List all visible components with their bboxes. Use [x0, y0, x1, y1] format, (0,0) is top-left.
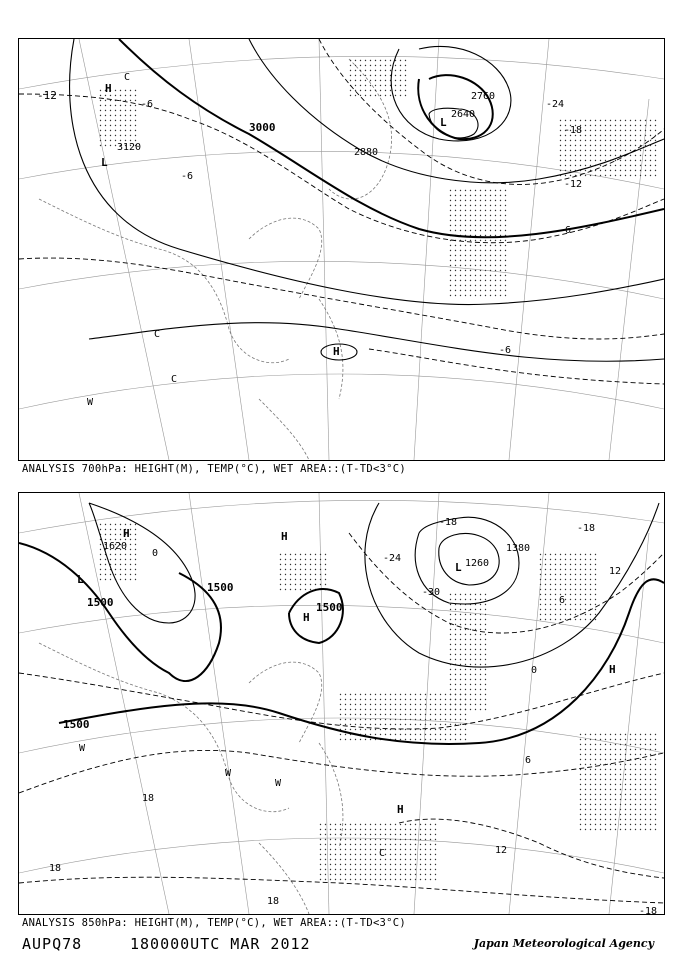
temp-label: 6 — [559, 595, 566, 606]
map-panel-700hpa — [18, 38, 665, 461]
pressure-center: H — [333, 345, 340, 358]
pressure-center: L — [101, 156, 108, 169]
temp-label: 0 — [152, 548, 159, 559]
temp-label: -6 — [141, 99, 154, 110]
map-850hpa-canvas — [19, 493, 664, 914]
pressure-center: C — [171, 374, 178, 385]
pressure-center: W — [87, 397, 94, 408]
pressure-center: W — [79, 743, 86, 754]
map-panel-850hpa — [18, 492, 665, 915]
temp-label: -24 — [546, 99, 565, 110]
pressure-center: H — [303, 611, 310, 624]
pressure-center: H — [123, 527, 130, 540]
panel-caption-700hpa: ANALYSIS 700hPa: HEIGHT(M), TEMP(°C), WET AREA::(T-TD<3°C) — [22, 463, 407, 475]
height-label: 2760 — [471, 91, 496, 102]
temp-label: -18 — [577, 523, 596, 534]
pressure-center: L — [455, 561, 462, 574]
height-label: 1500 — [207, 581, 234, 594]
pressure-center: W — [225, 768, 232, 779]
height-label: 2640 — [451, 109, 476, 120]
coastline — [39, 643, 343, 914]
pressure-center: W — [275, 778, 282, 789]
temp-label: 18 — [267, 896, 280, 907]
temp-label: -18 — [439, 517, 458, 528]
height-label: 3000 — [249, 121, 276, 134]
pressure-center: C — [124, 72, 131, 83]
height-label: 1620 — [103, 541, 128, 552]
pressure-center: H — [609, 663, 616, 676]
height-label: 1260 — [465, 558, 490, 569]
valid-time: 180000UTC MAR 2012 — [130, 935, 311, 953]
height-label: 1380 — [506, 543, 531, 554]
temp-label: -6 — [559, 225, 572, 236]
pressure-center: C — [379, 848, 386, 859]
temp-label: -6 — [181, 171, 194, 182]
agency-name: Japan Meteorological Agency — [473, 937, 654, 950]
height-label: 1500 — [87, 596, 114, 609]
temp-label: 6 — [525, 755, 532, 766]
pressure-center: H — [281, 530, 288, 543]
height-label: 1500 — [63, 718, 90, 731]
temp-label: 12 — [609, 566, 622, 577]
temp-label: 18 — [49, 863, 62, 874]
pressure-center: H — [105, 82, 112, 95]
pressure-center: H — [397, 803, 404, 816]
temp-label: -6 — [499, 345, 512, 356]
pressure-center: C — [154, 329, 161, 340]
temp-label: -12 — [564, 179, 583, 190]
height-label: 1500 — [316, 601, 343, 614]
bulletin-id: AUPQ78 — [22, 935, 83, 953]
pressure-center: L — [440, 116, 447, 129]
temp-label: -30 — [422, 587, 441, 598]
height-label: 3120 — [117, 142, 142, 153]
temp-label: -18 — [639, 906, 658, 915]
panel-caption-850hpa: ANALYSIS 850hPa: HEIGHT(M), TEMP(°C), WET AREA::(T-TD<3°C) — [22, 917, 407, 929]
wet-area — [99, 523, 659, 883]
height-label: 2880 — [354, 147, 379, 158]
map-700hpa-canvas — [19, 39, 664, 460]
temp-label: 12 — [495, 845, 508, 856]
temp-label: -12 — [37, 89, 57, 102]
temp-label: -24 — [383, 553, 402, 564]
temp-label: 18 — [142, 793, 155, 804]
pressure-center: L — [77, 573, 84, 586]
temp-label: -18 — [564, 125, 583, 136]
temp-label: 0 — [531, 665, 538, 676]
